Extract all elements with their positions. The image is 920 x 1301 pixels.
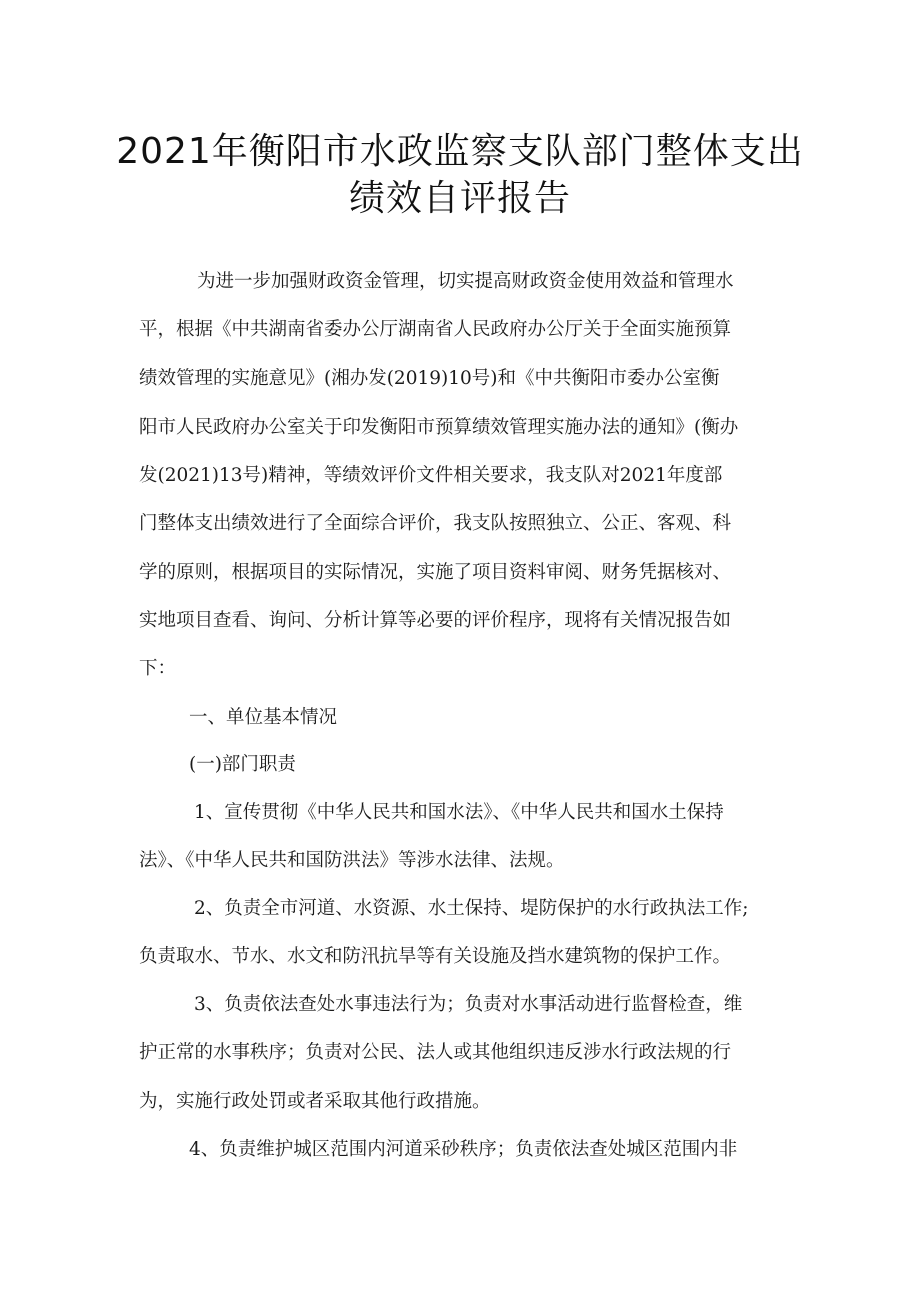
paragraph-intro-line-7: 学的原则，根据项目的实际情况，实施了项目资料审阅、财务凭据核对、 — [139, 562, 732, 583]
duty-2-line-2: 负责取水、节水、水文和防汛抗旱等有关设施及挡水建筑物的保护工作。 — [139, 946, 732, 967]
duty-2-line-1: 2、负责全市河道、水资源、水土保持、堤防保护的水行政执法工作; — [194, 898, 749, 919]
body-line — [139, 404, 789, 452]
body-line — [139, 789, 789, 837]
document-title-line-1: 2021年衡阳市水政监察支队部门整体支出 — [116, 131, 804, 172]
body-line — [139, 355, 789, 403]
paragraph-intro-line-2: 平，根据《中共湖南省委办公厅湖南省人民政府办公厅关于全面实施预算 — [139, 319, 732, 340]
document-title-line-2: 绩效自评报告 — [348, 178, 571, 219]
body-line — [139, 645, 789, 693]
duty-1-line-1: 1、宣传贯彻《中华人民共和国水法》、《中华人民共和国水土保持 — [194, 802, 724, 823]
paragraph-intro-line-6: 门整体支出绩效进行了全面综合评价，我支队按照独立、公正、客观、科 — [139, 513, 732, 534]
duty-3-line-3: 为，实施行政处罚或者采取其他行政措施。 — [139, 1091, 491, 1112]
duty-3-line-1: 3、负责依法查处水事违法行为；负责对水事活动进行监督检查，维 — [194, 994, 743, 1015]
paragraph-intro-line-3: 绩效管理的实施意见》(湘办发(2019)10号)和《中共衡阳市委办公室衡 — [139, 368, 720, 389]
paragraph-intro-line-5: 发(2021)13号)精神，等绩效评价文件相关要求，我支队对2021年度部 — [139, 465, 723, 486]
body-line — [139, 741, 789, 789]
duty-3-line-2: 护正常的水事秩序；负责对公民、法人或其他组织违反涉水行政法规的行 — [139, 1042, 732, 1063]
body-line — [139, 1078, 789, 1126]
body-line — [139, 1029, 789, 1077]
body-line — [139, 694, 789, 742]
body-line — [139, 306, 789, 354]
duty-1-line-2: 法》、《中华人民共和国防洪法》等涉水法律、法规。 — [139, 850, 565, 871]
body-line — [139, 597, 789, 645]
body-line — [139, 933, 789, 981]
body-line — [139, 452, 789, 500]
paragraph-intro-line-9: 下： — [139, 658, 177, 679]
section-heading-1: 一、单位基本情况 — [189, 707, 338, 728]
duty-4-line-1: 4、负责维护城区范围内河道采砂秩序；负责依法查处城区范围内非 — [189, 1139, 738, 1160]
paragraph-intro-line-4: 阳市人民政府办公室关于印发衡阳市预算绩效管理实施办法的通知》(衡办 — [139, 417, 739, 438]
paragraph-intro-line-1: 为进一步加强财政资金管理，切实提高财政资金使用效益和管理水 — [197, 271, 734, 292]
body-line — [139, 500, 789, 548]
body-line — [139, 1126, 789, 1174]
body-line — [139, 885, 789, 933]
body-line — [139, 258, 789, 306]
subsection-heading-1: (一)部门职责 — [189, 754, 296, 775]
body-line — [139, 837, 789, 885]
body-line — [139, 549, 789, 597]
paragraph-intro-line-8: 实地项目查看、询问、分析计算等必要的评价程序，现将有关情况报告如 — [139, 610, 732, 631]
body-line — [139, 981, 789, 1029]
